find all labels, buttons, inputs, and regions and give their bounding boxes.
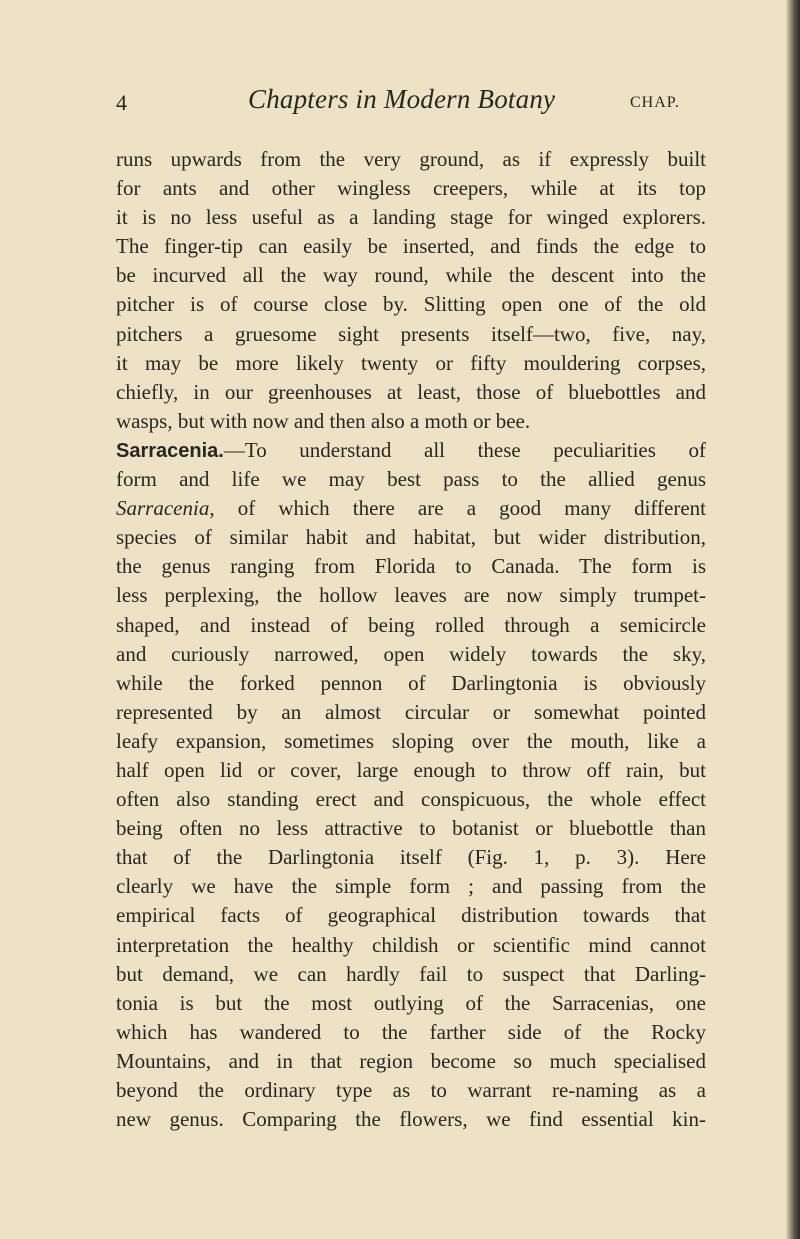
- text-line: form and life we may best pass to the allied genus: [116, 467, 706, 492]
- text-line: half open lid or cover, large enough to throw off rain, but: [116, 757, 706, 782]
- text-line: wasps, but with now and then also a moth or bee.: [116, 408, 531, 433]
- text-line: chiefly, in our greenhouses at least, those of bluebottles and: [116, 379, 706, 404]
- page-number: 4: [116, 90, 127, 115]
- text-line: interpretation the healthy childish or scientific mind cannot: [116, 932, 706, 957]
- text-line-rest: —To understand all these peculiarities of: [223, 437, 706, 462]
- text-line: while the forked pennon of Darlingtonia is obviously: [116, 670, 706, 695]
- text-line: runs upwards from the very ground, as if expressly built: [116, 147, 706, 171]
- page-header: [116, 84, 708, 128]
- text-line-rest: , of which there are a good many different: [209, 496, 706, 521]
- text-line: it is no less useful as a landing stage for winged explorers.: [116, 205, 706, 230]
- text-line: but demand, we can hardly fail to suspect that Darling-: [116, 961, 706, 986]
- chapter-mark: CHAP.: [630, 94, 680, 111]
- genus-name: Sarracenia: [116, 496, 210, 521]
- text-line-with-heading: [116, 436, 706, 465]
- text-line: being often no less attractive to botanist or bluebottle than: [116, 816, 706, 841]
- text-line: leafy expansion, sometimes sloping over the mouth, like a: [116, 728, 706, 753]
- section-heading: Sarracenia.: [116, 439, 224, 462]
- text-line-with-genus: [116, 494, 706, 523]
- text-line: beyond the ordinary type as to warrant re-naming as a: [116, 1078, 706, 1102]
- text-line: the genus ranging from Florida to Canada. The form is: [116, 554, 706, 579]
- text-line: less perplexing, the hollow leaves are now simply trumpet-: [116, 583, 706, 608]
- running-title: Chapters in Modern Botany: [248, 84, 556, 114]
- page-edge: [786, 0, 800, 1239]
- text-line: which has wandered to the farther side of the Rocky: [116, 1019, 706, 1044]
- text-line: pitchers a gruesome sight presents itself—two, five, nay,: [116, 321, 706, 346]
- text-line: The finger-tip can easily be inserted, and finds the edge to: [116, 234, 706, 259]
- body-text: [116, 145, 706, 1134]
- text-line: clearly we have the simple form ; and passing from the: [116, 874, 706, 899]
- text-line: species of similar habit and habitat, but wider distribution,: [116, 525, 706, 550]
- text-line: empirical facts of geographical distribution towards that: [116, 903, 706, 928]
- text-line: it may be more likely twenty or fifty mouldering corpses,: [116, 350, 706, 375]
- text-line: be incurved all the way round, while the descent into the: [116, 263, 706, 288]
- text-line: often also standing erect and conspicuous, the whole effect: [116, 787, 706, 812]
- text-line: for ants and other wingless creepers, while at its top: [116, 176, 706, 201]
- text-line: new genus. Comparing the flowers, we find essential kin-: [116, 1107, 706, 1132]
- text-line: tonia is but the most outlying of the Sarracenias, one: [116, 990, 706, 1015]
- text-line: pitcher is of course close by. Slitting open one of the old: [116, 292, 706, 317]
- text-line: Mountains, and in that region become so much specialised: [116, 1048, 706, 1073]
- text-line: that of the Darlingtonia itself (Fig. 1, p. 3). Here: [116, 845, 706, 870]
- text-line: shaped, and instead of being rolled through a semicircle: [116, 612, 706, 637]
- text-line: represented by an almost circular or somewhat pointed: [116, 699, 706, 724]
- text-line: and curiously narrowed, open widely towards the sky,: [116, 641, 706, 666]
